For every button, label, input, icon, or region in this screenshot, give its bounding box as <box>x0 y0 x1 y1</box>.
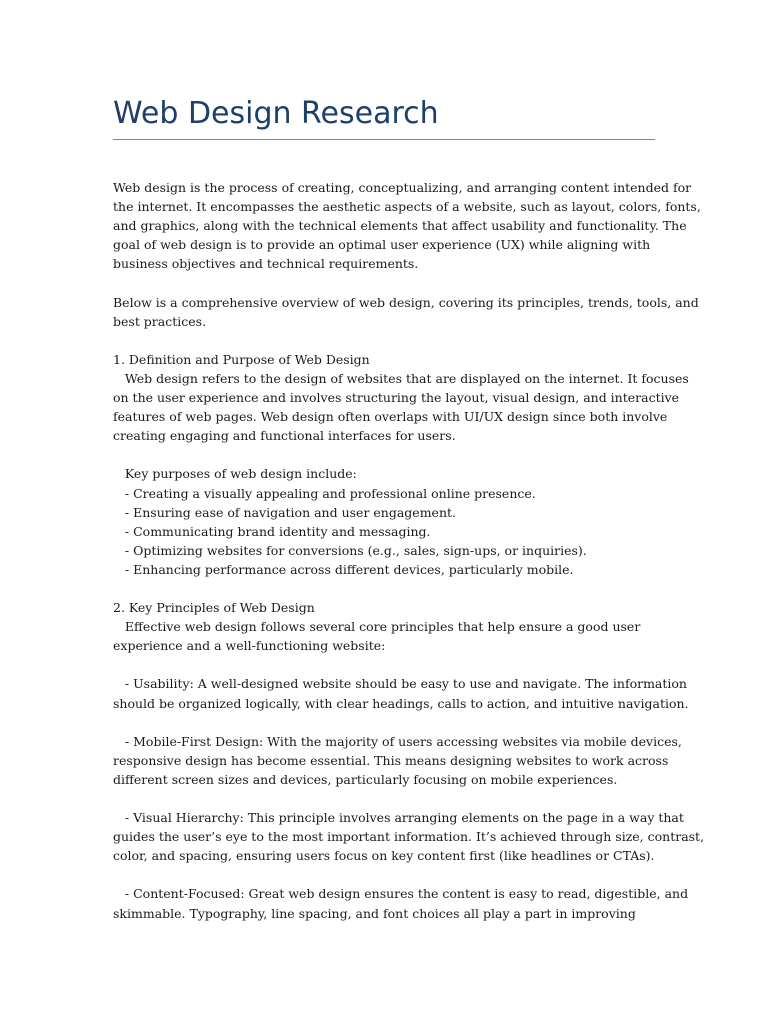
text-line: should be organized logically, with clear headings, calls to action, and intuitive navigation. <box>113 695 689 711</box>
blank-line <box>113 579 658 598</box>
text-line: - Enhancing performance across different devices, particularly mobile. <box>113 561 574 577</box>
text-line: features of web pages. Web design often overlaps with UI/UX design since both involve <box>113 409 668 425</box>
blank-line <box>113 331 658 350</box>
text-line: Below is a comprehensive overview of web design, covering its principles, trends, tools, and <box>113 294 699 310</box>
text-line: - Mobile-First Design: With the majority of users accessing websites via mobile devices, <box>113 733 682 749</box>
text-line: - Creating a visually appealing and professional online presence. <box>113 485 536 501</box>
text-line: business objectives and technical requirements. <box>113 256 419 272</box>
text-line: experience and a well-functioning website: <box>113 638 386 654</box>
text-line: on the user experience and involves structuring the layout, visual design, and interactive <box>113 390 680 406</box>
blank-line <box>113 713 658 732</box>
text-line: - Optimizing websites for conversions (e.g., sales, sign-ups, or inquiries). <box>113 542 587 558</box>
text-line: Web design is the process of creating, conceptualizing, and arranging content intended for <box>113 180 692 195</box>
document-title: Web Design Research <box>113 96 439 131</box>
text-line: Key purposes of web design include: <box>113 466 357 482</box>
text-line: - Communicating brand identity and messaging. <box>113 523 431 539</box>
text-line: - Ensuring ease of navigation and user engagement. <box>113 504 456 520</box>
text-line: 1. Definition and Purpose of Web Design <box>113 351 370 367</box>
text-line: 2. Key Principles of Web Design <box>113 600 315 616</box>
text-line: the internet. It encompasses the aesthetic aspects of a website, such as layout, colors, fonts, <box>113 199 701 215</box>
blank-line <box>113 789 658 808</box>
text-line: guides the user’s eye to the most important information. It’s achieved through size, contrast, <box>113 829 705 845</box>
blank-line <box>113 655 658 674</box>
blank-line <box>113 445 658 464</box>
text-line: and graphics, along with the technical elements that affect usability and functionality. The <box>113 218 687 234</box>
blank-line <box>113 865 658 884</box>
text-line: color, and spacing, ensuring users focus on key content first (like headlines or CTAs). <box>113 848 655 864</box>
text-line: creating engaging and functional interfaces for users. <box>113 428 456 444</box>
text-line: - Usability: A well-designed website should be easy to use and navigate. The information <box>113 676 687 692</box>
document-body <box>113 178 705 923</box>
text-line: - Visual Hierarchy: This principle involves arranging elements on the page in a way that <box>113 810 684 826</box>
text-line: Effective web design follows several core principles that help ensure a good user <box>113 619 641 635</box>
blank-line <box>113 273 658 292</box>
text-line: - Content-Focused: Great web design ensures the content is easy to read, digestible, and <box>113 886 689 902</box>
title-divider <box>113 139 655 140</box>
text-line: skimmable. Typography, line spacing, and font choices all play a part in improving <box>113 905 636 921</box>
text-line: goal of web design is to provide an optimal user experience (UX) while aligning with <box>113 237 651 253</box>
text-line: Web design refers to the design of websites that are displayed on the internet. It focuses <box>113 370 689 386</box>
text-line: different screen sizes and devices, particularly focusing on mobile experiences. <box>113 771 618 787</box>
text-line: best practices. <box>113 313 207 329</box>
text-line: responsive design has become essential. This means designing websites to work across <box>113 752 669 768</box>
